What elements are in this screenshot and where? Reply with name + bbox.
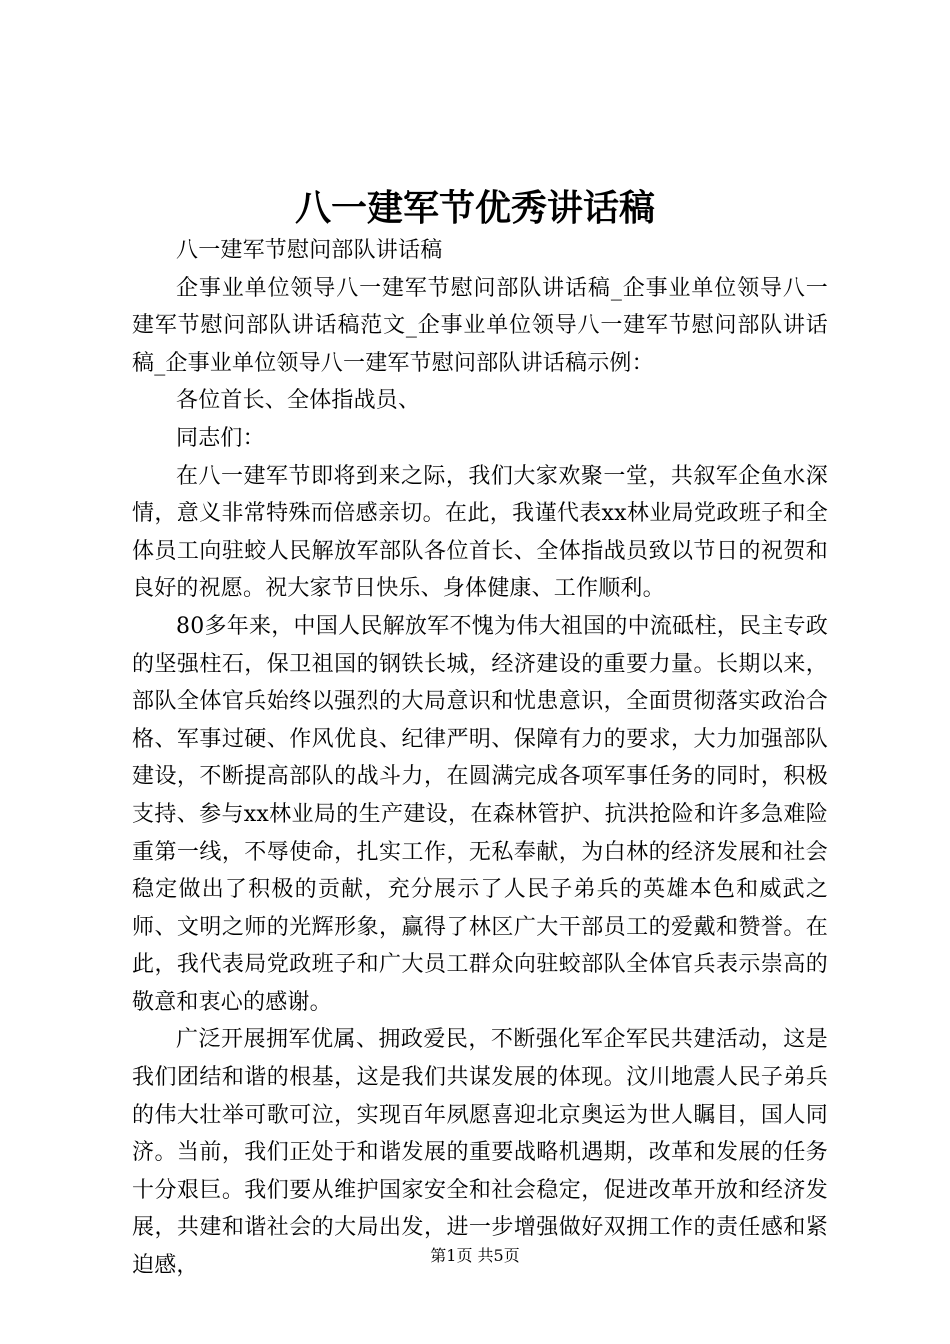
paragraph-salutation: 各位首长、全体指战员、: [176, 388, 421, 414]
page-number-footer: 第1页 共5页: [430, 1246, 520, 1265]
document-title: 八一建军节优秀讲话稿: [294, 187, 655, 229]
paragraph-body-3: 广泛开展拥军优属、拥政爱民，不断强化军企军民共建活动，这是我们团结和谐的根基，这是我们共谋发展的体现。汶川地震人民子弟兵的伟大壮举可歌可泣，实现百年夙愿喜迎北京奥运为世人瞩目，国人同济。当前，我们正处于和谐发展的重要战略机遇期，改革和发展的任务十分艰巨。我们要从维护国家安全和社会稳定，促进改革开放和经济发展，共建和谐社会的大局出发，进一步增强做好双拥工作的责任感和紧迫感，: [132, 1027, 828, 1279]
paragraph-body-1: 在八一建军节即将到来之际，我们大家欢聚一堂，共叙军企鱼水深情，意义非常特殊而倍感亲切。在此，我谨代表xx林业局党政班子和全体员工向驻蛟人民解放军部队各位首长、全体指战员致以节日的祝贺和良好的祝愿。祝大家节日快乐、身体健康、工作顺利。: [132, 463, 828, 602]
document-body: [132, 232, 828, 1285]
paragraph-intro: 企事业单位领导八一建军节慰问部队讲话稿_企事业单位领导八一建军节慰问部队讲话稿范文_企事业单位领导八一建军节慰问部队讲话稿_企事业单位领导八一建军节慰问部队讲话稿示例：: [132, 275, 828, 376]
paragraph-body-2: 80多年来，中国人民解放军不愧为伟大祖国的中流砥柱，民主专政的坚强柱石，保卫祖国的钢铁长城，经济建设的重要力量。长期以来，部队全体官兵始终以强烈的大局意识和忧患意识，全面贯彻落实政治合格、军事过硬、作风优良、纪律严明、保障有力的要求，大力加强部队建设，不断提高部队的战斗力，在圆满完成各项军事任务的同时，积极支持、参与xx林业局的生产建设，在森林管护、抗洪抢险和许多急难险重第一线，不辱使命，扎实工作，无私奉献，为白林的经济发展和社会稳定做出了积极的贡献，充分展示了人民子弟兵的英雄本色和威武之师、文明之师的光辉形象，赢得了林区广大干部员工的爱戴和赞誉。在此，我代表局党政班子和广大员工群众向驻蛟部队全体官兵表示崇高的敬意和衷心的感谢。: [132, 613, 828, 1015]
paragraph-greeting: 同志们：: [176, 425, 265, 451]
paragraph-subtitle: 八一建军节慰问部队讲话稿: [176, 238, 443, 263]
